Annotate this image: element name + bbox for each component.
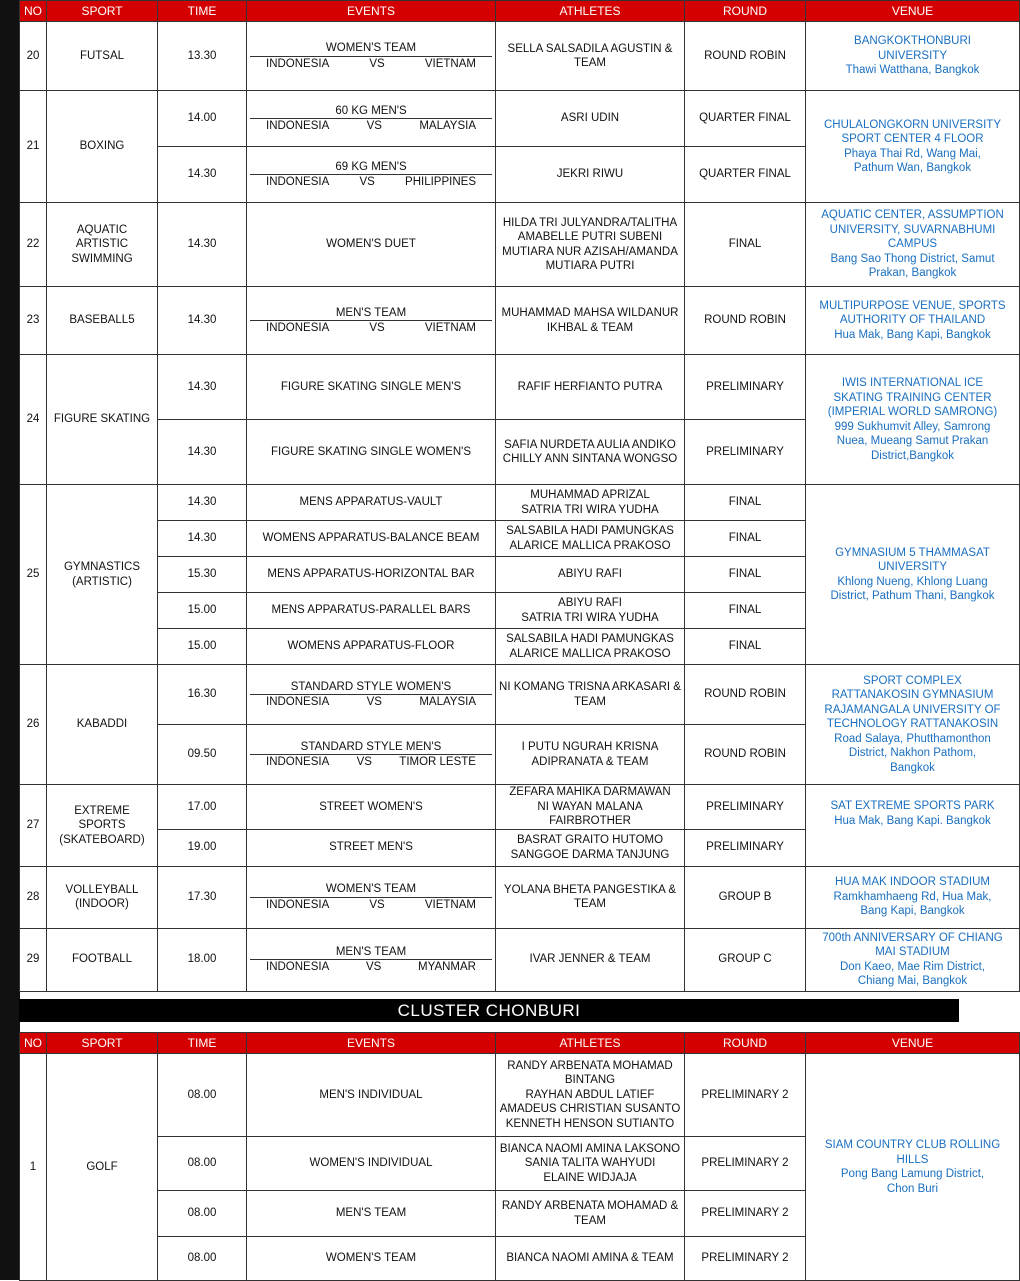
time-cell: 08.00 bbox=[158, 1054, 247, 1137]
header-venue: VENUE bbox=[806, 1, 1020, 22]
athletes-cell bbox=[496, 785, 685, 830]
venue-name-line: RATTANAKOSIN GYMNASIUM bbox=[831, 689, 994, 702]
team-1: INDONESIA bbox=[266, 961, 330, 973]
round-cell: FINAL bbox=[685, 557, 806, 593]
round-cell: PRELIMINARY 2 bbox=[685, 1237, 806, 1281]
athlete-line: SALSABILA HADI PAMUNGKAS bbox=[506, 633, 674, 645]
round-cell: FINAL bbox=[685, 203, 806, 287]
sport-line: (INDOOR) bbox=[75, 898, 129, 910]
athletes-cell bbox=[496, 1191, 685, 1237]
venue-location-line: Phaya Thai Rd, Wang Mai, bbox=[844, 147, 981, 160]
athletes-cell bbox=[496, 928, 685, 991]
sport-cell: BOXING bbox=[47, 91, 158, 203]
venue-location-line: Pong Bang Lamung District, bbox=[840, 1168, 985, 1180]
venue-name-line: UNIVERSITY bbox=[877, 561, 947, 573]
event-cell: FIGURE SKATING SINGLE WOMEN'S bbox=[247, 420, 496, 485]
athlete-line: ADIPRANATA & TEAM bbox=[531, 755, 649, 768]
venue-location-line: Chon Buri bbox=[886, 1182, 939, 1195]
athlete-line: SANGGOE DARMA TANJUNG bbox=[510, 848, 670, 861]
round-cell: ROUND ROBIN bbox=[685, 22, 806, 91]
header-athletes: ATHLETES bbox=[496, 1, 685, 22]
no-cell: 24 bbox=[20, 355, 47, 485]
athlete-line: ASRI UDIN bbox=[560, 112, 620, 125]
event-cell: WOMENS APPARATUS-FLOOR bbox=[247, 629, 496, 665]
venue-cell bbox=[806, 866, 1020, 928]
sport-line: EXTREME SPORTS bbox=[74, 804, 130, 831]
table-row bbox=[20, 287, 1020, 355]
team-1: INDONESIA bbox=[266, 898, 330, 911]
team-2: MYANMAR bbox=[418, 961, 476, 973]
round-cell: PRELIMINARY bbox=[685, 785, 806, 830]
athlete-line: ALARICE MALLICA PRAKOSO bbox=[509, 539, 671, 552]
athlete-line: AMABELLE PUTRI SUBENI bbox=[517, 231, 663, 243]
athlete-line: MUHAMMAD MAHSA WILDANUR bbox=[501, 307, 679, 319]
time-cell: 16.30 bbox=[158, 665, 247, 725]
sport-cell bbox=[47, 866, 158, 928]
header-athletes: ATHLETES bbox=[496, 1033, 685, 1054]
round-cell: ROUND ROBIN bbox=[685, 725, 806, 785]
athlete-line: IVAR JENNER & TEAM bbox=[529, 953, 651, 966]
athlete-line: IKHBAL & TEAM bbox=[546, 321, 634, 334]
time-cell: 08.00 bbox=[158, 1237, 247, 1281]
round-cell: ROUND ROBIN bbox=[685, 665, 806, 725]
time-cell: 14.30 bbox=[158, 420, 247, 485]
event-cell: STREET MEN'S bbox=[247, 829, 496, 866]
venue-cell bbox=[806, 355, 1020, 485]
team-1: INDONESIA bbox=[266, 176, 330, 188]
event-title: STANDARD STYLE MEN'S bbox=[300, 740, 442, 753]
round-cell: PRELIMINARY 2 bbox=[685, 1054, 806, 1137]
table-row bbox=[20, 22, 1020, 91]
no-cell: 20 bbox=[20, 22, 47, 91]
event-title: MEN'S TEAM bbox=[335, 306, 407, 319]
venue-location-line: District, Nakhon Pathom, bbox=[848, 747, 977, 760]
venue-name-line: HUA MAK INDOOR STADIUM bbox=[834, 876, 991, 889]
no-cell: 25 bbox=[20, 485, 47, 665]
sport-cell bbox=[47, 485, 158, 665]
athlete-line: MUTIARA PUTRI bbox=[545, 260, 635, 272]
sport-cell: GOLF bbox=[47, 1054, 158, 1281]
athlete-line: SALSABILA HADI PAMUNGKAS bbox=[506, 525, 674, 537]
venue-cell bbox=[806, 91, 1020, 203]
no-cell: 26 bbox=[20, 665, 47, 785]
table-row bbox=[20, 203, 1020, 287]
round-cell: FINAL bbox=[685, 521, 806, 557]
time-cell: 15.00 bbox=[158, 593, 247, 629]
time-cell: 09.50 bbox=[158, 725, 247, 785]
time-cell: 17.30 bbox=[158, 866, 247, 928]
event-cell: MEN'S TEAM bbox=[247, 1191, 496, 1237]
time-cell: 14.00 bbox=[158, 91, 247, 147]
venue-name-line: SPORT CENTER 4 FLOOR bbox=[841, 133, 984, 145]
time-cell: 08.00 bbox=[158, 1191, 247, 1237]
venue-location-line: Pathum Wan, Bangkok bbox=[853, 162, 972, 174]
athlete-line: RANDY ARBENATA MOHAMAD bbox=[507, 1059, 673, 1072]
vs-label: VS bbox=[369, 322, 385, 334]
athletes-cell bbox=[496, 420, 685, 485]
no-cell: 27 bbox=[20, 785, 47, 867]
time-cell: 14.30 bbox=[158, 147, 247, 203]
sport-cell bbox=[47, 203, 158, 287]
athletes-cell bbox=[496, 521, 685, 557]
sport-line: (ARTISTIC) bbox=[72, 575, 132, 588]
venue-name-line: SAT EXTREME SPORTS PARK bbox=[830, 800, 995, 812]
event-cell: MENS APPARATUS-PARALLEL BARS bbox=[247, 593, 496, 629]
table-header-row bbox=[20, 1, 1020, 22]
table-row bbox=[20, 91, 1020, 147]
sport-line: VOLLEYBALL bbox=[65, 883, 139, 896]
sport-cell: KABADDI bbox=[47, 665, 158, 785]
event-cell: WOMEN'S TEAM bbox=[247, 1237, 496, 1281]
athlete-line: TEAM bbox=[574, 695, 606, 708]
athlete-line: BIANCA NAOMI AMINA LAKSONO bbox=[499, 1142, 681, 1155]
venue-location-line: Hua Mak, Bang Kapi, Bangkok bbox=[834, 328, 991, 341]
athletes-cell bbox=[496, 485, 685, 521]
athlete-line: KENNETH HENSON SUTIANTO bbox=[505, 1117, 675, 1130]
time-cell: 14.30 bbox=[158, 287, 247, 355]
athlete-line: JEKRI RIWU bbox=[556, 168, 624, 181]
table-row bbox=[20, 785, 1020, 830]
venue-location-line: Don Kaeo, Mae Rim District, bbox=[839, 960, 986, 973]
venue-location-line: Bang Sao Thong District, Samut bbox=[830, 252, 995, 265]
athletes-cell bbox=[496, 665, 685, 725]
venue-cell bbox=[806, 1054, 1020, 1281]
round-cell: FINAL bbox=[685, 629, 806, 665]
athletes-cell bbox=[496, 866, 685, 928]
athletes-cell bbox=[496, 147, 685, 203]
team-1: INDONESIA bbox=[266, 696, 330, 708]
venue-location-line: Nuea, Mueang Samut Prakan bbox=[836, 435, 989, 447]
match-line bbox=[250, 754, 492, 770]
venue-location-line: Bang Kapi, Bangkok bbox=[860, 905, 965, 918]
vs-label: VS bbox=[359, 176, 375, 188]
venue-name-line: BANGKOKTHONBURI bbox=[854, 35, 971, 48]
cluster-title-bar: CLUSTER CHONBURI bbox=[19, 999, 959, 1022]
venue-name-line: AUTHORITY OF THAILAND bbox=[839, 314, 986, 327]
athletes-cell bbox=[496, 91, 685, 147]
venue-cell bbox=[806, 665, 1020, 785]
match-line bbox=[250, 320, 492, 336]
round-cell: PRELIMINARY bbox=[685, 420, 806, 485]
venue-name-line: MULTIPURPOSE VENUE, SPORTS bbox=[819, 299, 1006, 312]
match-line bbox=[250, 959, 492, 975]
sport-line: (SKATEBOARD) bbox=[59, 833, 145, 846]
header-sport: SPORT bbox=[47, 1, 158, 22]
venue-name-line: CAMPUS bbox=[887, 238, 938, 251]
athlete-line: TEAM bbox=[574, 57, 606, 69]
no-cell: 29 bbox=[20, 928, 47, 991]
athlete-line: TEAM bbox=[574, 1214, 606, 1227]
athlete-line: MUTIARA NUR AZISAH/AMANDA bbox=[502, 245, 678, 258]
time-cell: 14.30 bbox=[158, 355, 247, 420]
event-cell: STREET WOMEN'S bbox=[247, 785, 496, 830]
sport-line: GYMNASTICS bbox=[63, 561, 141, 573]
header-events: EVENTS bbox=[247, 1, 496, 22]
header-round: ROUND bbox=[685, 1033, 806, 1054]
event-cell bbox=[247, 866, 496, 928]
athlete-line: RAFIF HERFIANTO PUTRA bbox=[517, 380, 663, 393]
athlete-line: NI KOMANG TRISNA ARKASARI & bbox=[499, 681, 681, 693]
event-cell bbox=[247, 725, 496, 785]
venue-name-line: UNIVERSITY, SUVARNABHUMI bbox=[829, 223, 996, 236]
athletes-cell bbox=[496, 829, 685, 866]
event-title: 69 KG MEN'S bbox=[335, 160, 407, 173]
athlete-line: YOLANA BHETA PANGESTIKA & bbox=[503, 883, 677, 896]
team-1: INDONESIA bbox=[266, 120, 330, 132]
sport-cell: FUTSAL bbox=[47, 22, 158, 91]
match-line bbox=[250, 694, 492, 710]
venue-name-line: SIAM COUNTRY CLUB ROLLING bbox=[824, 1139, 1001, 1151]
athlete-line: MUHAMMAD APRIZAL bbox=[530, 489, 650, 501]
athlete-line: BASRAT GRAITO HUTOMO bbox=[516, 834, 664, 846]
time-cell: 15.00 bbox=[158, 629, 247, 665]
athlete-line: ABIYU RAFI bbox=[558, 568, 622, 581]
event-cell: WOMEN'S DUET bbox=[247, 203, 496, 287]
table-row bbox=[20, 665, 1020, 725]
round-cell: QUARTER FINAL bbox=[685, 91, 806, 147]
venue-location-line: Bangkok bbox=[890, 761, 935, 774]
team-2: PHILIPPINES bbox=[405, 176, 476, 188]
team-2: TIMOR LESTE bbox=[399, 756, 476, 768]
event-cell bbox=[247, 928, 496, 991]
event-title: STANDARD STYLE WOMEN'S bbox=[290, 680, 452, 693]
athlete-line: CHILLY ANN SINTANA WONGSO bbox=[502, 453, 678, 465]
team-2: MALAYSIA bbox=[419, 120, 476, 132]
venue-name-line: SKATING TRAINING CENTER bbox=[833, 391, 992, 404]
venue-name-line: AQUATIC CENTER, ASSUMPTION bbox=[821, 209, 1004, 222]
table-row bbox=[20, 1054, 1020, 1137]
venue-name-line: HILLS bbox=[896, 1153, 929, 1166]
athletes-cell bbox=[496, 1054, 685, 1137]
schedule-table-bangkok bbox=[19, 0, 1020, 992]
time-cell: 14.30 bbox=[158, 485, 247, 521]
athlete-line: NI WAYAN MALANA FAIRBROTHER bbox=[537, 800, 643, 827]
sport-line: AQUATIC bbox=[76, 223, 128, 236]
team-2: VIETNAM bbox=[424, 898, 476, 911]
athlete-line: BIANCA NAOMI AMINA & TEAM bbox=[506, 1252, 674, 1265]
venue-location-line: Thawi Watthana, Bangkok bbox=[845, 64, 980, 77]
sport-cell: BASEBALL5 bbox=[47, 287, 158, 355]
athlete-line: ABIYU RAFI bbox=[558, 597, 622, 609]
event-cell bbox=[247, 91, 496, 147]
venue-location-line: Ramkhamhaeng Rd, Hua Mak, bbox=[833, 890, 992, 903]
athlete-line: I PUTU NGURAH KRISNA bbox=[521, 741, 659, 753]
event-cell: FIGURE SKATING SINGLE MEN'S bbox=[247, 355, 496, 420]
vs-label: VS bbox=[366, 696, 382, 708]
venue-cell bbox=[806, 287, 1020, 355]
time-cell: 15.30 bbox=[158, 557, 247, 593]
athletes-cell bbox=[496, 593, 685, 629]
athletes-cell bbox=[496, 287, 685, 355]
match-line bbox=[250, 174, 492, 190]
round-cell: PRELIMINARY bbox=[685, 355, 806, 420]
venue-location-line: Khlong Nueng, Khlong Luang bbox=[837, 575, 988, 588]
team-2: VIETNAM bbox=[424, 57, 476, 70]
time-cell: 17.00 bbox=[158, 785, 247, 830]
event-cell bbox=[247, 22, 496, 91]
round-cell: ROUND ROBIN bbox=[685, 287, 806, 355]
team-1: INDONESIA bbox=[266, 57, 330, 70]
event-title: 60 KG MEN'S bbox=[335, 104, 407, 117]
round-cell: GROUP B bbox=[685, 866, 806, 928]
venue-cell bbox=[806, 203, 1020, 287]
athlete-line: HILDA TRI JULYANDRA/TALITHA bbox=[502, 216, 678, 229]
venue-name-line: GYMNASIUM 5 THAMMASAT bbox=[835, 546, 990, 559]
header-time: TIME bbox=[158, 1, 247, 22]
no-cell: 22 bbox=[20, 203, 47, 287]
event-cell bbox=[247, 665, 496, 725]
header-sport: SPORT bbox=[47, 1033, 158, 1054]
time-cell: 18.00 bbox=[158, 928, 247, 991]
athlete-line: RAYHAN ABDUL LATIEF bbox=[525, 1088, 655, 1101]
event-cell: WOMEN'S INDIVIDUAL bbox=[247, 1137, 496, 1191]
athletes-cell bbox=[496, 22, 685, 91]
venue-name-line: CHULALONGKORN UNIVERSITY bbox=[823, 118, 1001, 131]
athletes-cell bbox=[496, 629, 685, 665]
venue-cell bbox=[806, 928, 1020, 991]
athletes-cell bbox=[496, 355, 685, 420]
header-time: TIME bbox=[158, 1033, 247, 1054]
sport-cell: FIGURE SKATING bbox=[47, 355, 158, 485]
no-cell: 21 bbox=[20, 91, 47, 203]
event-cell bbox=[247, 147, 496, 203]
athlete-line: SANIA TALITA WAHYUDI bbox=[524, 1157, 656, 1170]
left-border bbox=[0, 0, 20, 1280]
athletes-cell bbox=[496, 1137, 685, 1191]
team-1: INDONESIA bbox=[266, 322, 330, 334]
schedule-table-chonburi bbox=[19, 1032, 1020, 1281]
time-cell: 14.30 bbox=[158, 203, 247, 287]
time-cell: 14.30 bbox=[158, 521, 247, 557]
event-title: MEN'S TEAM bbox=[335, 945, 407, 958]
athlete-line: AMADEUS CHRISTIAN SUSANTO bbox=[499, 1103, 681, 1116]
athlete-line: SATRIA TRI WIRA YUDHA bbox=[521, 503, 659, 516]
athletes-cell bbox=[496, 557, 685, 593]
no-cell: 28 bbox=[20, 866, 47, 928]
athlete-line: BINTANG bbox=[564, 1074, 616, 1087]
no-cell: 23 bbox=[20, 287, 47, 355]
venue-location-line: Road Salaya, Phutthamonthon bbox=[834, 732, 991, 745]
event-cell bbox=[247, 287, 496, 355]
venue-location-line: Hua Mak, Bang Kapi. Bangkok bbox=[834, 814, 991, 827]
venue-cell bbox=[806, 785, 1020, 867]
vs-label: VS bbox=[369, 898, 385, 911]
table-row bbox=[20, 485, 1020, 521]
header-round: ROUND bbox=[685, 1, 806, 22]
event-title: WOMEN'S TEAM bbox=[325, 883, 417, 895]
event-cell: WOMENS APPARATUS-BALANCE BEAM bbox=[247, 521, 496, 557]
athletes-cell bbox=[496, 1237, 685, 1281]
time-cell: 08.00 bbox=[158, 1137, 247, 1191]
team-1: INDONESIA bbox=[266, 756, 330, 768]
athletes-cell bbox=[496, 203, 685, 287]
venue-location-line: District,Bangkok bbox=[870, 449, 955, 462]
venue-name-line: SPORT COMPLEX bbox=[863, 674, 962, 687]
round-cell: PRELIMINARY 2 bbox=[685, 1137, 806, 1191]
vs-label: VS bbox=[366, 120, 382, 132]
athlete-line: TEAM bbox=[574, 898, 606, 910]
venue-name-line: TECHNOLOGY RATTANAKOSIN bbox=[826, 718, 999, 731]
no-cell: 1 bbox=[20, 1054, 47, 1281]
athlete-line: ALARICE MALLICA PRAKOSO bbox=[509, 647, 671, 660]
event-title: WOMEN'S TEAM bbox=[325, 42, 417, 54]
venue-location-line: Chiang Mai, Bangkok bbox=[857, 975, 968, 987]
round-cell: PRELIMINARY bbox=[685, 829, 806, 866]
match-line bbox=[250, 118, 492, 134]
venue-name-line: MAI STADIUM bbox=[875, 946, 950, 958]
athlete-line: ELAINE WIDJAJA bbox=[543, 1171, 637, 1184]
time-cell: 19.00 bbox=[158, 829, 247, 866]
round-cell: QUARTER FINAL bbox=[685, 147, 806, 203]
round-cell: PRELIMINARY 2 bbox=[685, 1191, 806, 1237]
header-events: EVENTS bbox=[247, 1033, 496, 1054]
header-no: NO bbox=[20, 1, 47, 22]
vs-label: VS bbox=[369, 57, 385, 70]
athlete-line: ZEFARA MAHIKA DARMAWAN bbox=[509, 786, 671, 798]
athlete-line: SAFIA NURDETA AULIA ANDIKO bbox=[504, 438, 676, 451]
table-header-row bbox=[20, 1033, 1020, 1054]
venue-name-line: UNIVERSITY bbox=[877, 49, 947, 62]
venue-name-line: (IMPERIAL WORLD SAMRONG) bbox=[827, 406, 998, 418]
athlete-line: RANDY ARBENATA MOHAMAD & bbox=[501, 1200, 679, 1212]
match-line bbox=[250, 56, 492, 72]
venue-name-line: RAJAMANGALA UNIVERSITY OF bbox=[824, 703, 1001, 716]
table-row bbox=[20, 866, 1020, 928]
athlete-line: SELLA SALSADILA AGUSTIN & bbox=[507, 42, 673, 55]
match-line bbox=[250, 897, 492, 913]
vs-label: VS bbox=[365, 961, 382, 973]
athlete-line: SATRIA TRI WIRA YUDHA bbox=[521, 611, 659, 624]
event-cell: MENS APPARATUS-HORIZONTAL BAR bbox=[247, 557, 496, 593]
table-row bbox=[20, 355, 1020, 420]
venue-name-line: IWIS INTERNATIONAL ICE bbox=[841, 377, 984, 389]
round-cell: GROUP C bbox=[685, 928, 806, 991]
athletes-cell bbox=[496, 725, 685, 785]
round-cell: FINAL bbox=[685, 593, 806, 629]
venue-location-line: Prakan, Bangkok bbox=[868, 267, 957, 280]
team-2: VIETNAM bbox=[424, 322, 476, 334]
venue-location-line: 999 Sukhumvit Alley, Samrong bbox=[834, 420, 991, 433]
event-cell: MENS APPARATUS-VAULT bbox=[247, 485, 496, 521]
sport-line: ARTISTIC SWIMMING bbox=[71, 238, 133, 265]
team-2: MALAYSIA bbox=[419, 696, 476, 708]
table-row bbox=[20, 928, 1020, 991]
venue-location-line: District, Pathum Thani, Bangkok bbox=[830, 590, 995, 602]
venue-name-line: 700th ANNIVERSARY OF CHIANG bbox=[822, 931, 1003, 944]
venue-cell bbox=[806, 485, 1020, 665]
round-cell: FINAL bbox=[685, 485, 806, 521]
time-cell: 13.30 bbox=[158, 22, 247, 91]
venue-cell bbox=[806, 22, 1020, 91]
header-no: NO bbox=[20, 1033, 47, 1054]
sport-cell: FOOTBALL bbox=[47, 928, 158, 991]
event-cell: MEN'S INDIVIDUAL bbox=[247, 1054, 496, 1137]
header-venue: VENUE bbox=[806, 1033, 1020, 1054]
vs-label: VS bbox=[356, 756, 372, 768]
sport-cell bbox=[47, 785, 158, 867]
